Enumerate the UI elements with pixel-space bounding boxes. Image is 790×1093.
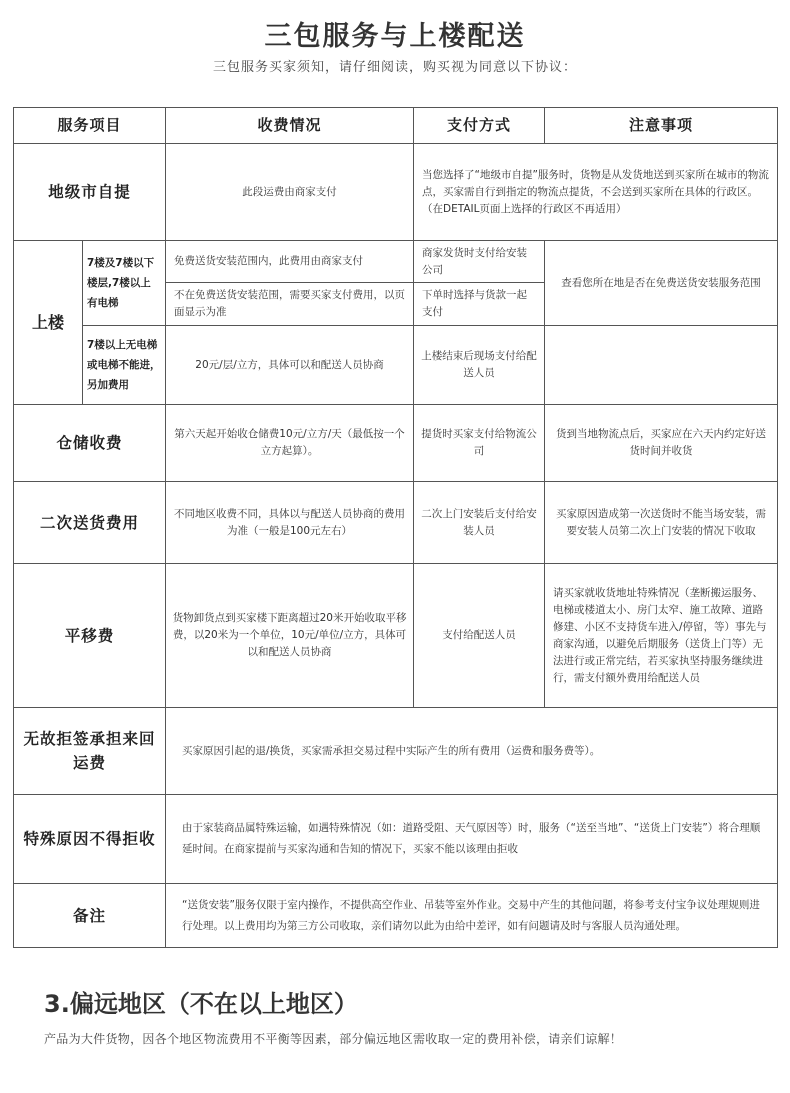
storage-fee: 第六天起开始收仓储费10元/立方/天（最低按一个立方起算）。 [166,405,414,482]
section-remote-title: 3.偏远地区（不在以上地区） [44,990,358,1018]
table-row-storage [14,405,778,482]
remark-content: “送货安装”服务仅限于室内操作，不提供高空作业、吊装等室外作业。交易中产生的其他问题，将参考支付宝争议处理规则进行处理。以上费用均为第三方公司收取，亲们请勿以此为由给中差评，如有问题请及时与客服人员沟通处理。 [166,884,778,948]
upstairs-paid-payment: 下单时选择与货款一起支付 [414,283,545,326]
table-row-second-delivery [14,482,778,564]
special-item: 特殊原因不得拒收 [14,795,166,884]
service-table [13,107,778,948]
table-row-self-pickup [14,144,778,241]
table-row-upstairs-free [14,241,778,283]
upstairs-high-notes [545,326,778,405]
upstairs-free-fee: 免费送货安装范围内，此费用由商家支付 [166,241,414,283]
second-delivery-notes: 买家原因造成第一次送货时不能当场安装，需要安装人员第二次上门安装的情况下收取 [545,482,778,564]
table-row-transfer [14,564,778,708]
transfer-payment: 支付给配送人员 [414,564,545,708]
upstairs-notes: 查看您所在地是否在免费送货安装服务范围 [545,241,778,326]
transfer-fee: 货物卸货点到买家楼下距离超过20米开始收取平移费，以20米为一个单位，10元/单位/立方，具体可以和配送人员协商 [166,564,414,708]
page-title: 三包服务与上楼配送 [264,21,526,52]
header-payment: 支付方式 [414,108,545,144]
upstairs-low-floor: 7楼及7楼以下楼层,7楼以上有电梯 [83,241,166,326]
transfer-item: 平移费 [14,564,166,708]
self-pickup-notes: 当您选择了“地级市自提”服务时，货物是从发货地送到买家所在城市的物流点，买家需自行到指定的物流点提货，不会送到买家所在具体的行政区。（在DETAIL页面上选择的行政区不再适用） [414,144,778,241]
storage-payment: 提货时买家支付给物流公司 [414,405,545,482]
section-remote-desc: 产品为大件货物，因各个地区物流费用不平衡等因素，部分偏远地区需收取一定的费用补偿，请亲们谅解！ [44,1032,623,1046]
upstairs-high-payment: 上楼结束后现场支付给配送人员 [414,326,545,405]
second-delivery-payment: 二次上门安装后支付给安装人员 [414,482,545,564]
upstairs-paid-fee: 不在免费送货安装范围，需要买家支付费用，以页面显示为准 [166,283,414,326]
second-delivery-fee: 不同地区收费不同，具体以与配送人员协商的费用为准（一般是100元左右） [166,482,414,564]
table-row-upstairs-high [14,326,778,405]
table-row-special [14,795,778,884]
header-fee: 收费情况 [166,108,414,144]
remark-item: 备注 [14,884,166,948]
self-pickup-item: 地级市自提 [14,144,166,241]
page-subtitle: 三包服务买家须知，请仔细阅读，购买视为同意以下协议： [212,60,577,75]
second-delivery-item: 二次送货费用 [14,482,166,564]
table-header-row [14,108,778,144]
refuse-content: 买家原因引起的退/换货，买家需承担交易过程中实际产生的所有费用（运费和服务费等）。 [166,708,778,795]
special-content: 由于家装商品属特殊运输，如遇特殊情况（如：道路受阻、天气原因等）时，服务（“送至当地”、“送货上门安装”）将合理顺延时间。在商家提前与买家沟通和告知的情况下，买家不能以该理由拒收 [166,795,778,884]
storage-item: 仓储收费 [14,405,166,482]
upstairs-high-fee: 20元/层/立方，具体可以和配送人员协商 [166,326,414,405]
upstairs-high-floor: 7楼以上无电梯或电梯不能进，另加费用 [83,326,166,405]
header-service: 服务项目 [14,108,166,144]
upstairs-free-payment: 商家发货时支付给安装公司 [414,241,545,283]
upstairs-label: 上楼 [14,241,83,405]
storage-notes: 货到当地物流点后，买家应在六天内约定好送货时间并收货 [545,405,778,482]
header-notes: 注意事项 [545,108,778,144]
transfer-notes: 请买家就收货地址特殊情况（垄断搬运服务、电梯或楼道太小、房门太窄、施工故障、道路修建、小区不支持货车进入/停留，等）事先与商家沟通，以避免后期服务（送货上门等）无法进行或正常完结，若买家执坚持服务继续进行，需支付额外费用给配送人员 [545,564,778,708]
refuse-item: 无故拒签承担来回运费 [14,708,166,795]
self-pickup-fee: 此段运费由商家支付 [166,144,414,241]
table-row-refuse [14,708,778,795]
table-row-remark [14,884,778,948]
